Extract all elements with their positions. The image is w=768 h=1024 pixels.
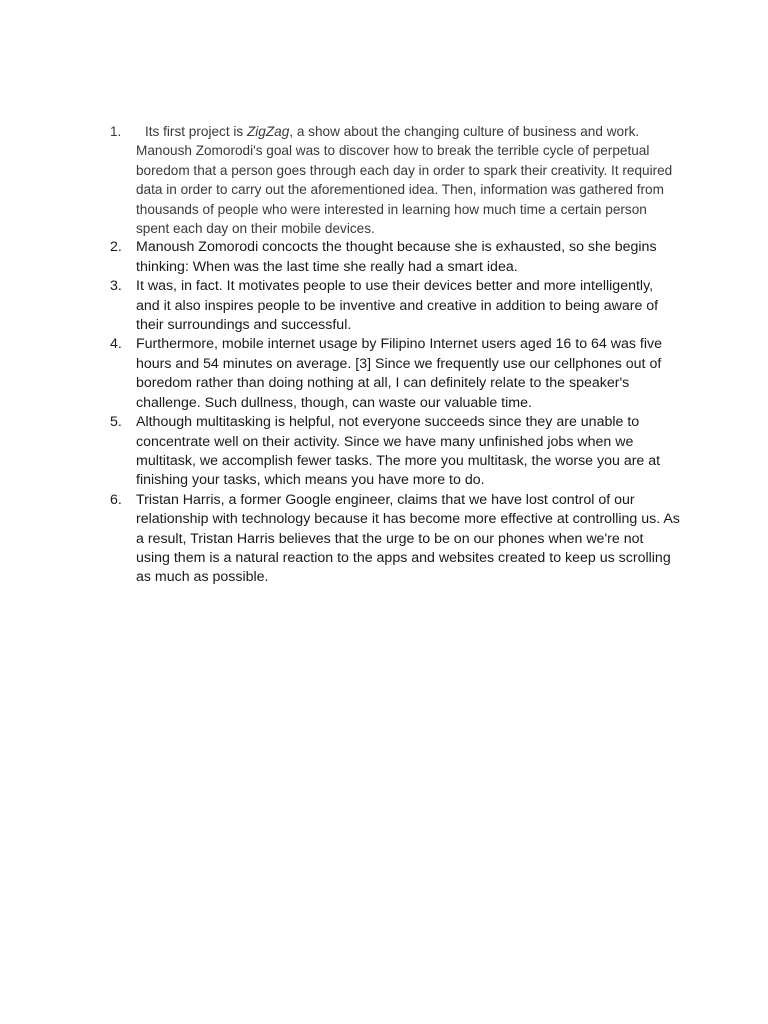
show-title: ZigZag <box>246 124 290 139</box>
list-item-text: Tristan Harris, a former Google engineer, claims that we have lost control of our relationship with technology because it has become more effective at controlling us. As a result, Tristan Harris believes that the urge to be on our phones when we're not using them is a natural reaction to the apps and websites created to keep us scrolling as much as possible. <box>136 491 680 586</box>
list-item-number: 5. <box>110 414 122 431</box>
list-item-2 <box>110 238 680 277</box>
list-item-number: 4. <box>110 336 122 353</box>
list-item-text: Although multitasking is helpful, not everyone succeeds since they are unable to concentrate well on their activity. Since we have many unfinished jobs when we multitask, we accomplish fewer tasks. The more you multitask, the worse you are at finishing your tasks, which means you have more to do. <box>136 414 661 489</box>
list-item-5 <box>110 413 680 491</box>
numbered-answer-list <box>110 122 680 588</box>
list-item-number: 1. <box>110 124 122 139</box>
list-item-6 <box>110 491 680 588</box>
list-item-3 <box>110 277 680 335</box>
list-item-text: Furthermore, mobile internet usage by Filipino Internet users aged 16 to 64 was five hours and 54 minutes on average. [3] Since we frequently use our cellphones out of boredom rather than doing nothing at all, I can definitely relate to the speaker's challenge. Such dullness, though, can waste our valuable time. <box>136 336 663 411</box>
list-item-number: 3. <box>110 278 122 295</box>
list-item-4 <box>110 335 680 413</box>
list-item-text-rest: , a show about the changing culture of business and work. Manoush Zomorodi's goal was to discover how to break the terrible cycle of perpetual boredom that a person goes through each day in order to spark their creativity. It required data in order to carry out the aforementioned idea. Then, information was gathered from thousands of people who were interested in learning how much time a certain person spent each day on their mobile devices. <box>136 124 673 237</box>
list-item-text-lead: Its first project is <box>145 124 247 139</box>
list-item-1 <box>110 122 680 238</box>
list-item-text: Manoush Zomorodi concocts the thought because she is exhausted, so she begins thinking: When was the last time she really had a smart idea. <box>136 239 657 275</box>
list-item-number: 6. <box>110 491 122 508</box>
list-item-number: 2. <box>110 239 122 256</box>
list-item-text: It was, in fact. It motivates people to use their devices better and more intelligently, and it also inspires people to be inventive and creative in addition to being aware of their surroundings and successful. <box>136 278 659 334</box>
